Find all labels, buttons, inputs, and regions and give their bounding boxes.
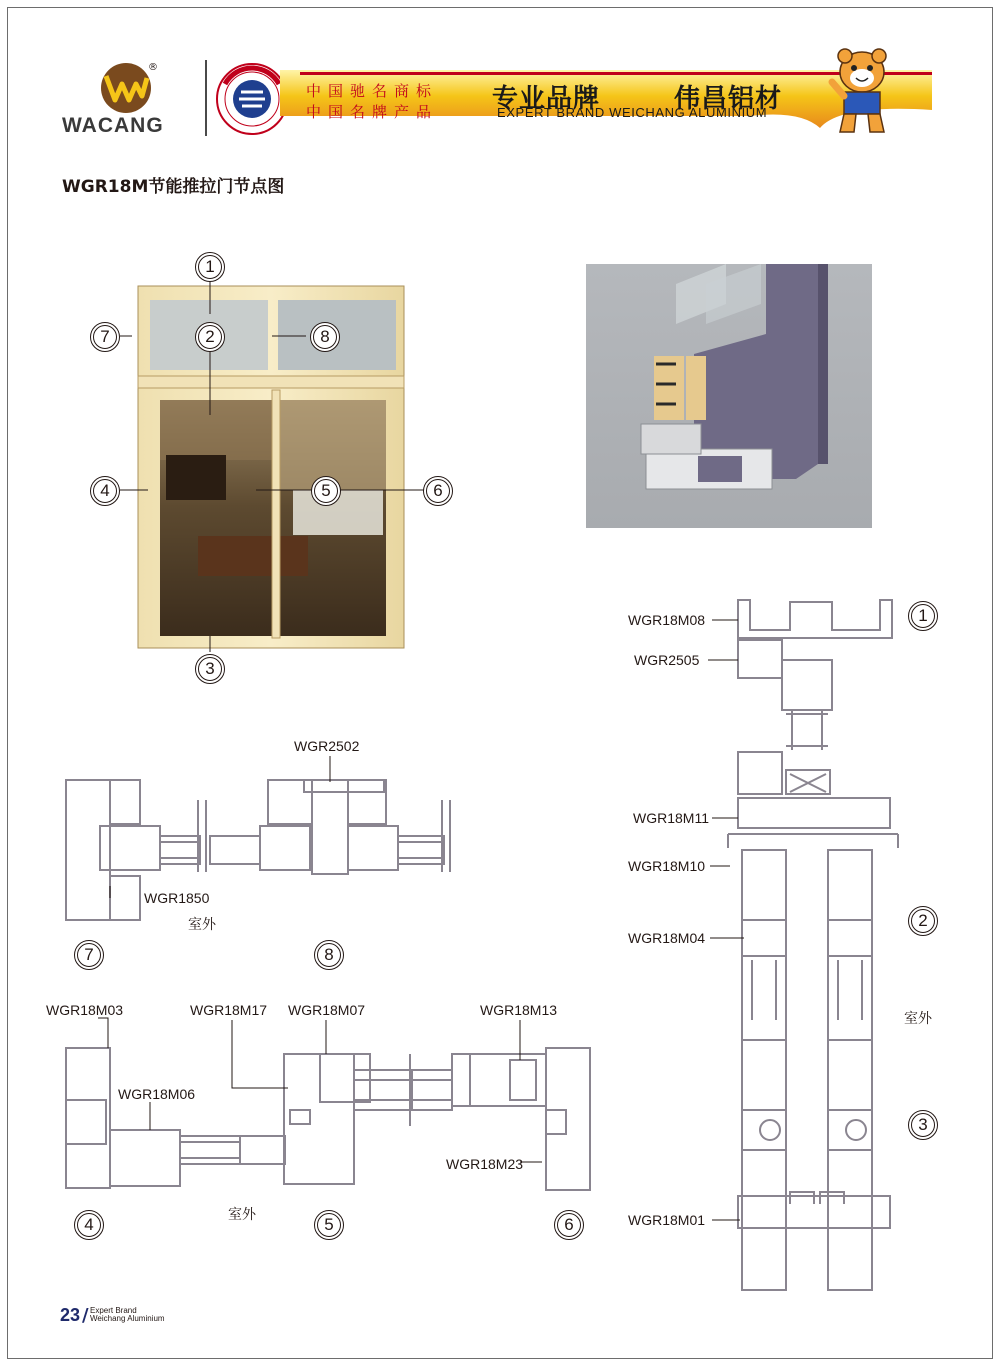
outside-label-456: 室外 (228, 1207, 256, 1223)
famous-brand-tag: 中国名牌产品 (306, 103, 439, 121)
label-wgr18m17: WGR18M17 (190, 1002, 268, 1018)
section-number-5: 5 (314, 1210, 344, 1240)
label-wgr1850: WGR1850 (144, 890, 210, 906)
label-wgr2505: WGR2505 (634, 652, 700, 668)
section-number-6: 6 (554, 1210, 584, 1240)
label-wgr18m06: WGR18M06 (118, 1086, 196, 1102)
marker-4: 4 (90, 476, 120, 506)
label-wgr18m04: WGR18M04 (628, 930, 706, 946)
label-wgr18m03: WGR18M03 (46, 1002, 124, 1018)
section-number-3: 3 (908, 1110, 938, 1140)
slogan-cn: 专业品牌 (492, 84, 601, 114)
footer-brand-line-2: Weichang Aluminium (90, 1314, 165, 1323)
footer-brand (90, 1307, 165, 1323)
marker-8: 8 (310, 322, 340, 352)
famous-trademark-tag: 中国驰名商标 (306, 82, 439, 100)
brand-cn: 伟昌铝材 (674, 84, 783, 114)
outside-label-78: 室外 (188, 917, 216, 933)
label-wgr18m10: WGR18M10 (628, 858, 706, 874)
label-wgr18m01: WGR18M01 (628, 1212, 706, 1228)
marker-1: 1 (195, 252, 225, 282)
marker-7: 7 (90, 322, 120, 352)
registered-mark: ® (148, 62, 158, 73)
logo-text: WACANG (62, 114, 164, 137)
marker-6: 6 (423, 476, 453, 506)
footer-brand-line-1: Expert Brand (90, 1306, 137, 1315)
page-title: WGR18M节能推拉门节点图 (62, 177, 285, 197)
section-number-2: 2 (908, 906, 938, 936)
label-wgr2502: WGR2502 (294, 738, 360, 754)
section-number-8: 8 (314, 940, 344, 970)
label-wgr18m08: WGR18M08 (628, 612, 706, 628)
label-wgr18m23: WGR18M23 (446, 1156, 524, 1172)
marker-3: 3 (195, 654, 225, 684)
section-number-1: 1 (908, 601, 938, 631)
section-number-7: 7 (74, 940, 104, 970)
outside-label-vertical: 室外 (904, 1011, 932, 1027)
label-wgr18m07: WGR18M07 (288, 1002, 366, 1018)
label-wgr18m13: WGR18M13 (480, 1002, 558, 1018)
page-number: 23 (60, 1305, 81, 1325)
page-number-slash: / (82, 1305, 89, 1326)
marker-5: 5 (311, 476, 341, 506)
label-wgr18m11: WGR18M11 (633, 810, 709, 826)
slogan-en: EXPERT BRAND WEICHANG ALUMINIUM (497, 105, 768, 120)
section-number-4: 4 (74, 1210, 104, 1240)
marker-2: 2 (195, 322, 225, 352)
